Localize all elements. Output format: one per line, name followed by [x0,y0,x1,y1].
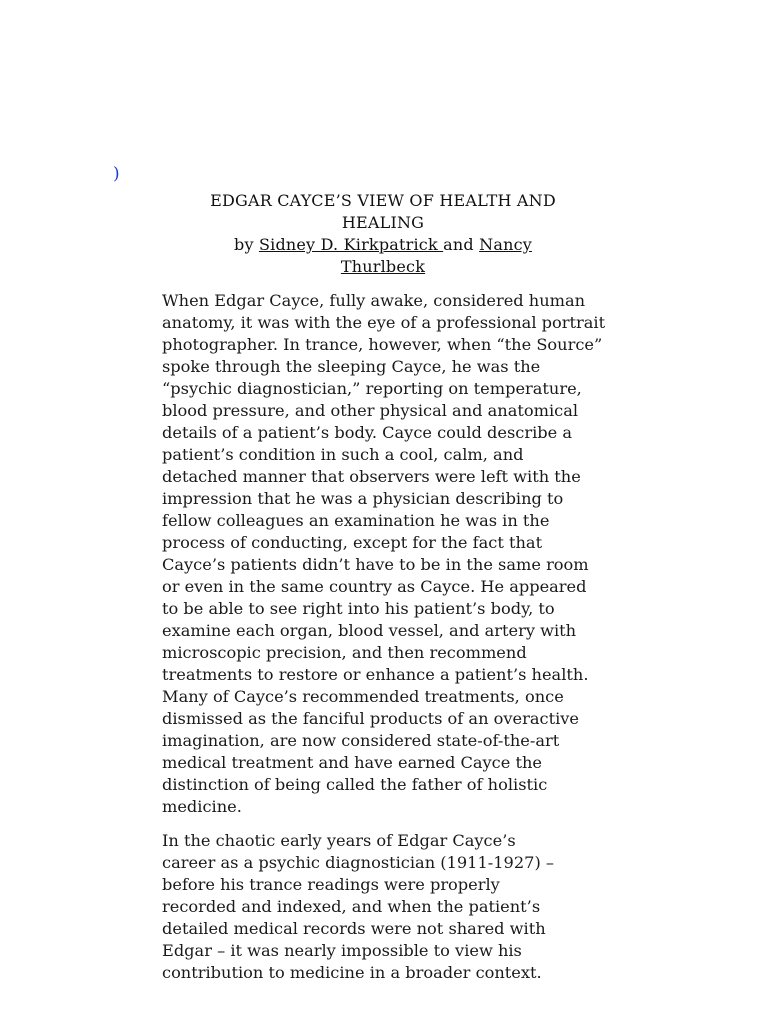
text-line: Cayce’s patients didn’t have to be in the same room [162,555,589,574]
text-line: photographer. In trance, however, when “the Source” [162,335,603,354]
text-line: patient’s condition in such a cool, calm, and [162,445,524,464]
text-line: “psychic diagnostician,” reporting on temperature, [162,379,582,398]
text-line: treatments to restore or enhance a patient’s health. [162,665,589,684]
title-line-2: HEALING [341,213,425,232]
text-line: recorded and indexed, and when the patient’s [162,897,541,916]
text-line: Many of Cayce’s recommended treatments, once [162,687,564,706]
document-title [165,190,601,234]
text-line: contribution to medicine in a broader context. [162,963,542,982]
text-line: spoke through the sleeping Cayce, he was the [162,357,541,376]
byline [165,234,601,278]
text-line: When Edgar Cayce, fully awake, considered human [162,291,586,310]
text-line: blood pressure, and other physical and anatomical [162,401,579,420]
text-line: career as a psychic diagnostician (1911-1927) – [162,853,555,872]
text-line: distinction of being called the father of holistic [162,775,548,794]
text-line: fellow colleagues an examination he was in the [162,511,550,530]
text-line: medical treatment and have earned Cayce the [162,753,542,772]
text-line: In the chaotic early years of Edgar Cayce’s [162,831,516,850]
text-line: Edgar – it was nearly impossible to view his [162,941,522,960]
text-line: imagination, are now considered state-of-the-art [162,731,560,750]
text-line: before his trance readings were properly [162,875,500,894]
text-line: impression that he was a physician describing to [162,489,564,508]
text-line: microscopic precision, and then recommend [162,643,527,662]
title-line-1: EDGAR CAYCE’S VIEW OF HEALTH AND [210,191,556,210]
author-link-nancy-thurlbeck-part1[interactable]: Nancy [479,235,532,254]
top-link[interactable]: ) [113,164,120,184]
article-body [162,290,662,996]
text-line: medicine. [162,797,242,816]
text-line: to be able to see right into his patient’s body, to [162,599,555,618]
author-link-nancy-thurlbeck-part2[interactable]: Thurlbeck [340,257,426,276]
byline-conjunction: and [443,235,480,254]
paragraph-2 [162,830,662,984]
text-line: anatomy, it was with the eye of a professional portrait [162,313,606,332]
text-line: detached manner that observers were left with the [162,467,581,486]
paragraph-1 [162,290,662,818]
title-block [165,190,601,278]
author-link-sidney-kirkpatrick[interactable]: Sidney D. Kirkpatrick [258,235,444,254]
text-line: detailed medical records were not shared with [162,919,546,938]
text-line: process of conducting, except for the fact that [162,533,543,552]
text-line: dismissed as the fanciful products of an overactive [162,709,579,728]
text-line: details of a patient’s body. Cayce could describe a [162,423,573,442]
text-line: examine each organ, blood vessel, and artery with [162,621,577,640]
text-line: or even in the same country as Cayce. He appeared [162,577,587,596]
byline-prefix: by [234,235,259,254]
